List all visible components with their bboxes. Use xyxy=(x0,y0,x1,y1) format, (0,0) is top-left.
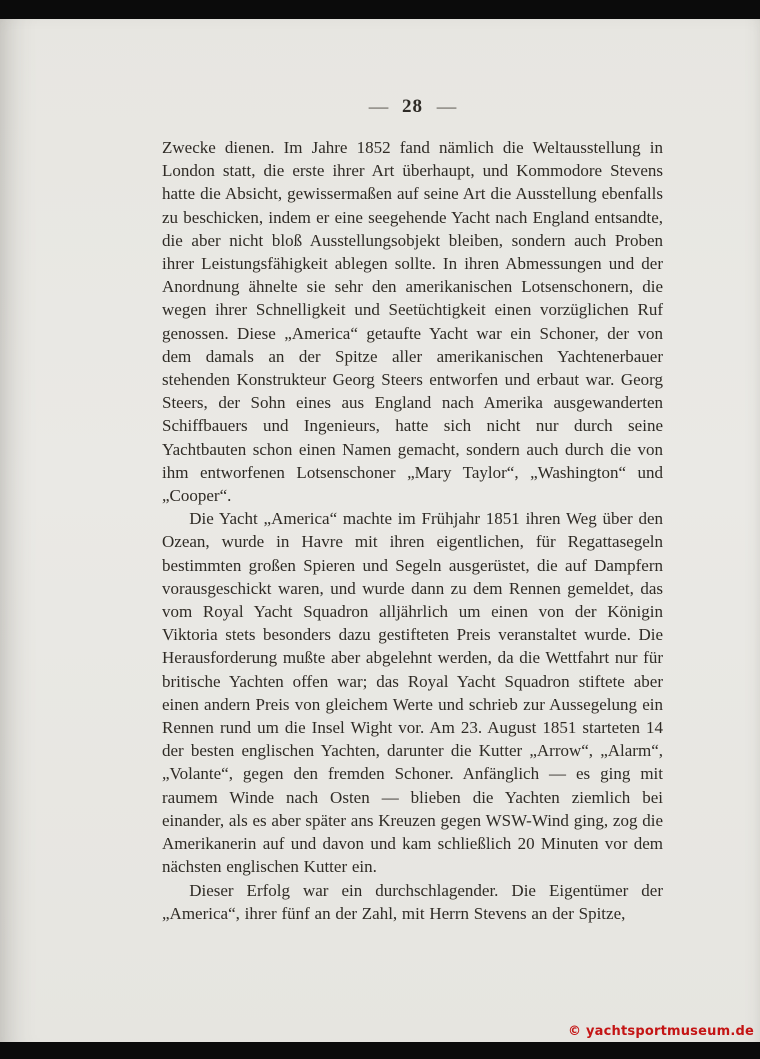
paragraph: Dieser Erfolg war ein durchschlagender. Die Eigentümer der „America“, ihrer fünf an der Zahl, mit Herrn Stevens an der Spitze, xyxy=(162,880,663,923)
page-number-rule-right: — xyxy=(436,97,457,116)
page-number-rule-left: — xyxy=(368,97,389,116)
page-number: 28 xyxy=(402,96,423,117)
scan-border-bottom xyxy=(0,1042,760,1059)
scan-border-top xyxy=(0,0,760,19)
paragraph: Die Yacht „America“ machte im Frühjahr 1851 ihren Weg über den Ozean, wurde in Havre mit ihren eigentlichen, für Regattasegeln bestimmten großen Spieren und Segeln ausgerüstet, die auf Dampfern vorausgeschickt waren, und wurde dann zu dem Rennen gemeldet, das vom Royal Yacht Squadron alljährlich um einen von der Königin Viktoria stets besonders dazu gestifteten Preis veranstaltet wurde. Die Herausforderung mußte aber abgelehnt werden, da die Wettfahrt nur für britische Yachten offen war; das Royal Yacht Squadron stiftete aber einen andern Preis von gleichem Werte und schrieb zur Aussegelung ein Rennen rund um die Insel Wight vor. Am 23. August 1851 starteten 14 der besten englischen Yachten, darunter die Kutter „Arrow“, „Alarm“, „Volante“, gegen den fremden Schoner. Anfänglich — es ging mit raumem Winde nach Osten — blieben die Yachten ziemlich bei einander, als es aber später ans Kreuzen gegen WSW-Wind ging, zog die Amerikanerin auf und davon und kam schließlich 20 Minuten vor dem nächsten englischen Kutter ein. xyxy=(162,509,663,877)
watermark-text: © yachtsportmuseum.de xyxy=(568,1024,754,1039)
paragraph: Zwecke dienen. Im Jahre 1852 fand nämlich die Weltausstellung in London statt, die erste ihrer Art überhaupt, und Kommodore Stevens hatte die Absicht, gewissermaßen auf seine Art die Ausstellung ebenfalls zu beschicken, indem er eine seegehende Yacht nach England entsandte, die aber nicht bloß Ausstellungsobjekt bleiben, sondern auch Proben ihrer Leistungsfähigkeit ablegen sollte. In ihren Abmessungen und der Anordnung ähnelte sie sehr den amerikanischen Lotsenschonern, die wegen ihrer Schnelligkeit und Seetüchtigkeit einen vorzüglichen Ruf genossen. Diese „America“ getaufte Yacht war ein Schoner, der von dem damals an der Spitze aller amerikanischen Yachtenerbauer stehenden Konstrukteur Georg Steers entworfen und erbaut war. Georg Steers, der Sohn eines aus England nach Amerika ausgewanderten Schiffbauers und Ingenieurs, hatte sich nicht nur durch seine Yachtbauten schon einen Namen gemacht, sondern auch durch die von ihm entworfenen Lotsenschoner „Mary Taylor“, „Washington“ und „Cooper“. xyxy=(162,138,663,506)
page-body-text xyxy=(162,136,663,925)
page-header xyxy=(162,96,663,118)
